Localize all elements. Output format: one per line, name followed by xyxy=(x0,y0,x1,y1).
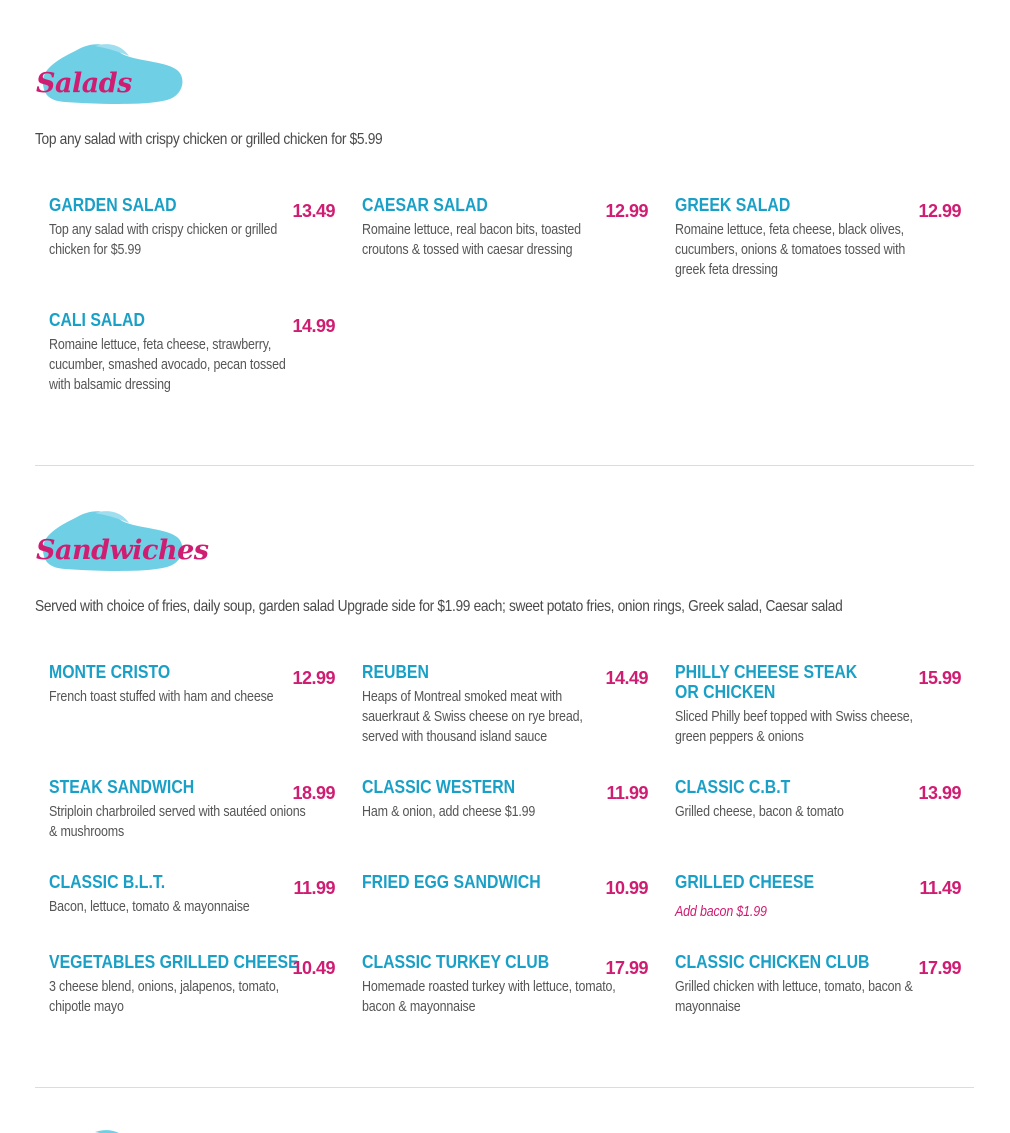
item-name: REUBEN xyxy=(362,662,429,682)
menu-item xyxy=(675,662,961,747)
item-price: 12.99 xyxy=(292,668,335,688)
item-name: PHILLY CHEESE STEAK OR CHICKEN xyxy=(675,662,858,702)
menu-item xyxy=(675,952,961,1017)
item-description: Grilled cheese, bacon & tomato xyxy=(675,804,844,820)
item-price: 13.49 xyxy=(292,201,335,221)
item-price: 13.99 xyxy=(918,783,961,803)
menu-item xyxy=(49,195,335,260)
item-price: 14.49 xyxy=(605,668,648,688)
item-description: Ham & onion, add cheese $1.99 xyxy=(362,804,536,820)
item-name: MONTE CRISTO xyxy=(49,662,171,682)
menu-item xyxy=(49,310,335,395)
item-price: 12.99 xyxy=(605,201,648,221)
sandwiches-title: Sandwiches xyxy=(36,535,209,566)
item-name: VEGETABLES GRILLED CHEESE xyxy=(49,952,299,972)
next-section-badge-partial xyxy=(35,1126,185,1133)
item-description: Romaine lettuce, real bacon bits, toasted croutons & tossed with caesar dressing xyxy=(362,222,581,258)
sandwiches-heading-badge xyxy=(35,507,209,577)
salads-intro: Top any salad with crispy chicken or grilled chicken for $5.99 xyxy=(35,131,383,148)
item-name: CLASSIC CHICKEN CLUB xyxy=(675,952,870,972)
menu-item xyxy=(49,872,335,917)
item-description: Homemade roasted turkey with lettuce, tomato, bacon & mayonnaise xyxy=(362,979,616,1015)
item-price: 17.99 xyxy=(605,958,648,978)
menu-item xyxy=(362,872,648,897)
item-name: GREEK SALAD xyxy=(675,195,791,215)
item-price: 14.99 xyxy=(292,316,335,336)
item-name: CLASSIC WESTERN xyxy=(362,777,516,797)
item-description: Top any salad with crispy chicken or grilled chicken for $5.99 xyxy=(49,222,278,258)
item-price: 11.49 xyxy=(919,878,961,898)
item-price: 15.99 xyxy=(918,668,961,688)
menu-item xyxy=(362,952,648,1017)
item-description: Romaine lettuce, feta cheese, strawberry, cucumber, smashed avocado, pecan tossed with balsamic dressing xyxy=(49,337,286,393)
item-price: 12.99 xyxy=(918,201,961,221)
item-description: Heaps of Montreal smoked meat with sauerkraut & Swiss cheese on rye bread, served with thousand island sauce xyxy=(362,689,583,745)
menu-item xyxy=(49,777,335,842)
item-name: CALI SALAD xyxy=(49,310,145,330)
salads-heading-badge xyxy=(35,40,185,110)
item-description: Striploin charbroiled served with sautéed onions & mushrooms xyxy=(49,804,306,840)
item-description: French toast stuffed with ham and cheese xyxy=(49,689,274,705)
brush-blob-icon xyxy=(35,1126,185,1133)
menu-item xyxy=(675,777,961,822)
item-name: CLASSIC B.L.T. xyxy=(49,872,166,892)
item-name: FRIED EGG SANDWICH xyxy=(362,872,541,892)
sandwiches-intro: Served with choice of fries, daily soup, garden salad Upgrade side for $1.99 each; sweet potato fries, onion rings, Greek salad, Caesar salad xyxy=(35,598,843,615)
item-description: Sliced Philly beef topped with Swiss cheese, green peppers & onions xyxy=(675,709,913,745)
item-price: 11.99 xyxy=(606,783,648,803)
menu-item xyxy=(49,952,335,1017)
menu-item xyxy=(675,195,961,280)
section-divider xyxy=(35,1087,974,1088)
item-name: GRILLED CHEESE xyxy=(675,872,815,892)
section-divider xyxy=(35,465,974,466)
menu-item xyxy=(49,662,335,707)
item-price: 10.99 xyxy=(605,878,648,898)
item-price: 18.99 xyxy=(292,783,335,803)
item-description: Romaine lettuce, feta cheese, black olives, cucumbers, onions & tomatoes tossed with greek feta dressing xyxy=(675,222,906,278)
menu-item xyxy=(362,662,648,747)
menu-item xyxy=(675,872,961,922)
item-name: CLASSIC C.B.T xyxy=(675,777,791,797)
item-description: Bacon, lettuce, tomato & mayonnaise xyxy=(49,899,250,915)
item-name: CAESAR SALAD xyxy=(362,195,488,215)
menu-item xyxy=(362,777,648,822)
item-description: 3 cheese blend, onions, jalapenos, tomato, chipotle mayo xyxy=(49,979,279,1015)
item-name: GARDEN SALAD xyxy=(49,195,177,215)
item-name: STEAK SANDWICH xyxy=(49,777,195,797)
item-price: 11.99 xyxy=(293,878,335,898)
item-price: 10.49 xyxy=(292,958,335,978)
item-addon-note: Add bacon $1.99 xyxy=(675,904,767,920)
item-price: 17.99 xyxy=(918,958,961,978)
item-description: Grilled chicken with lettuce, tomato, bacon & mayonnaise xyxy=(675,979,913,1015)
salads-title: Salads xyxy=(36,68,132,99)
item-name: CLASSIC TURKEY CLUB xyxy=(362,952,550,972)
menu-item xyxy=(362,195,648,260)
